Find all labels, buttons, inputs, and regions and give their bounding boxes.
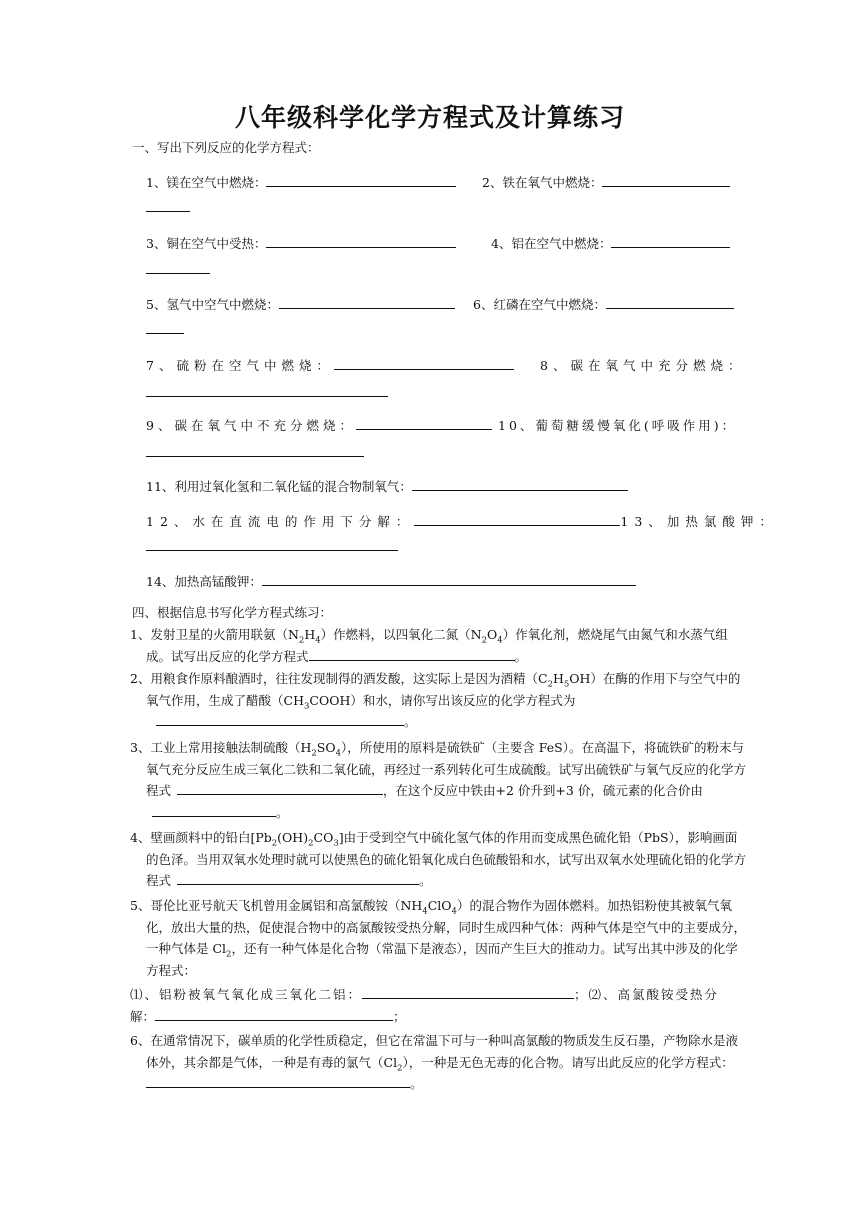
question-label: 1、镁在空气中燃烧： xyxy=(146,175,267,190)
answer-blank[interactable] xyxy=(414,513,620,526)
question-label: 6、红磷在空气中燃烧： xyxy=(473,297,606,312)
question-label: 8、碳在氧气中充分燃烧： xyxy=(540,358,746,373)
question-item xyxy=(146,512,778,531)
question-label: 11、利用过氧化氢和二氧化锰的混合物制氧气： xyxy=(146,479,412,494)
question-3: 3、工业上常用接触法制硫酸$(H_2SO_4)$，所使用的原料是硫铁矿（主要含 FeS）。在高温下，将硫铁矿的粉末与氧气充分反应生成三氧化二铁和二氧化硫，再经过一系列转化可生成硫酸。试写出硫铁矿与氧气反应的化学方程式 ，在这个反应中铁由+2 价升到+3 价，硫元素的化合价由。 xyxy=(130,740,747,820)
question-label: 13、加热氯酸钾： xyxy=(620,514,778,529)
answer-blank[interactable] xyxy=(356,417,492,430)
question-4: 4、壁画颜料中的铅白$[Pb_2(OH)_2CO_3]$由于受到空气中硫化氢气体的作用而变成黑色硫化铅（PbS），影响画面的色泽。当用双氧水处理时就可以使黑色的硫化铅氧化成白色硫酸铅和水，试写出双氧水处理硫化铅的化学方程式 。 xyxy=(130,830,747,888)
answer-blank[interactable] xyxy=(266,235,456,248)
question-number: 2、 xyxy=(130,671,151,686)
question-label: 14、加热高锰酸钾： xyxy=(146,574,262,589)
question-1: 1、发射卫星的火箭用联氨$(N_2H_4)$作燃料，以四氧化二氮$(N_2O_4)$作氧化剂，燃烧尾气由氮气和水蒸气组成。试写出反应的化学方程式 。 xyxy=(130,627,728,664)
question-5: 5、哥伦比亚号航天飞机曾用金属铝和高氯酸铵$(NH_4ClO_4)$的混合物作为固体燃料。加热铝粉使其被氧气氧化，放出大量的热，促使混合物中的高氯酸铵受热分解，同时生成四种气体：两种气体是空气中的主要成分，一种气体是 $Cl_2$，还有一种气体是化合物（常温下是液态），因而产生巨大的推动力。试写出其中涉及的化学方程式： xyxy=(130,898,747,978)
question-number: 6、 xyxy=(130,1033,151,1048)
answer-blank[interactable] xyxy=(262,573,636,586)
answer-blank[interactable] xyxy=(155,1008,393,1021)
answer-blank[interactable] xyxy=(266,174,456,187)
answer-blank-continuation[interactable] xyxy=(146,456,364,457)
question-5-subpart: 解： ； xyxy=(130,1009,406,1024)
answer-blank[interactable] xyxy=(177,872,419,885)
question-item xyxy=(540,356,745,375)
question-label: 3、铜在空气中受热： xyxy=(146,236,267,251)
answer-blank[interactable] xyxy=(152,804,276,817)
question-number: 4、 xyxy=(130,830,151,845)
question-label: 9、碳在氧气中不充分燃烧： xyxy=(146,418,356,433)
answer-blank-continuation[interactable] xyxy=(146,396,388,397)
question-item xyxy=(491,234,730,253)
question-6: 6、在通常情况下，碳单质的化学性质稳定，但它在常温下可与一种叫高氯酸的物质发生反石墨，产物除水是液体外，其余都是气体，一种是有毒的氯气$(Cl_2)$，一种是无色无毒的化合物。请写出此反应的化学方程式：。 xyxy=(130,1033,738,1091)
question-item xyxy=(146,295,455,314)
answer-blank-continuation[interactable] xyxy=(146,333,184,334)
answer-blank[interactable] xyxy=(606,296,734,309)
question-label: 12、水在直流电的作用下分解： xyxy=(146,514,415,529)
answer-blank[interactable] xyxy=(309,648,515,661)
answer-blank[interactable] xyxy=(334,357,514,370)
answer-blank[interactable] xyxy=(611,235,730,248)
question-item xyxy=(146,173,456,192)
question-label: 10、葡萄糖缓慢氧化(呼吸作用)： xyxy=(498,418,738,433)
question-item xyxy=(146,234,456,253)
question-item xyxy=(146,572,636,591)
question-number: 5、 xyxy=(130,898,151,913)
question-item xyxy=(498,416,737,435)
answer-blank[interactable] xyxy=(146,1075,410,1088)
section-4-heading: 四、根据信息书写化学方程式练习： xyxy=(132,605,333,620)
question-item xyxy=(146,356,514,375)
question-item xyxy=(146,477,628,496)
answer-blank[interactable] xyxy=(602,174,730,187)
answer-blank[interactable] xyxy=(362,986,574,999)
answer-blank-continuation[interactable] xyxy=(146,273,210,274)
answer-blank[interactable] xyxy=(177,782,383,795)
answer-blank[interactable] xyxy=(156,713,404,726)
question-item xyxy=(473,295,734,314)
question-label: 2、铁在氧气中燃烧： xyxy=(482,175,603,190)
question-2: 2、用粮食作原料酿酒时，往往发现制得的酒发酸，这实际上是因为酒精$(C_2H_5OH)$在酶的作用下与空气中的氧气作用，生成了醋酸$(CH_3COOH)$和水，请你写出该反应的化学方程式为。 xyxy=(130,671,741,729)
question-item xyxy=(482,173,730,192)
question-5-subpart: ⑴、铝粉被氧气氧化成三氧化二铝： ；⑵、高氯酸铵受热分 xyxy=(130,987,720,1002)
section-1-heading: 一、写出下列反应的化学方程式： xyxy=(132,140,320,155)
question-number: 1、 xyxy=(130,627,151,642)
answer-blank[interactable] xyxy=(412,478,628,491)
question-label: 4、铝在空气中燃烧： xyxy=(491,236,612,251)
page-title: 八年级科学化学方程式及计算练习 xyxy=(234,103,625,132)
question-number: 3、 xyxy=(130,740,151,755)
answer-blank-continuation[interactable] xyxy=(146,550,398,551)
answer-blank[interactable] xyxy=(279,296,455,309)
question-label: 5、氢气中空气中燃烧： xyxy=(146,297,279,312)
question-item xyxy=(146,416,492,435)
answer-blank-continuation[interactable] xyxy=(146,211,190,212)
question-label: 7、硫粉在空气中燃烧： xyxy=(146,358,334,373)
